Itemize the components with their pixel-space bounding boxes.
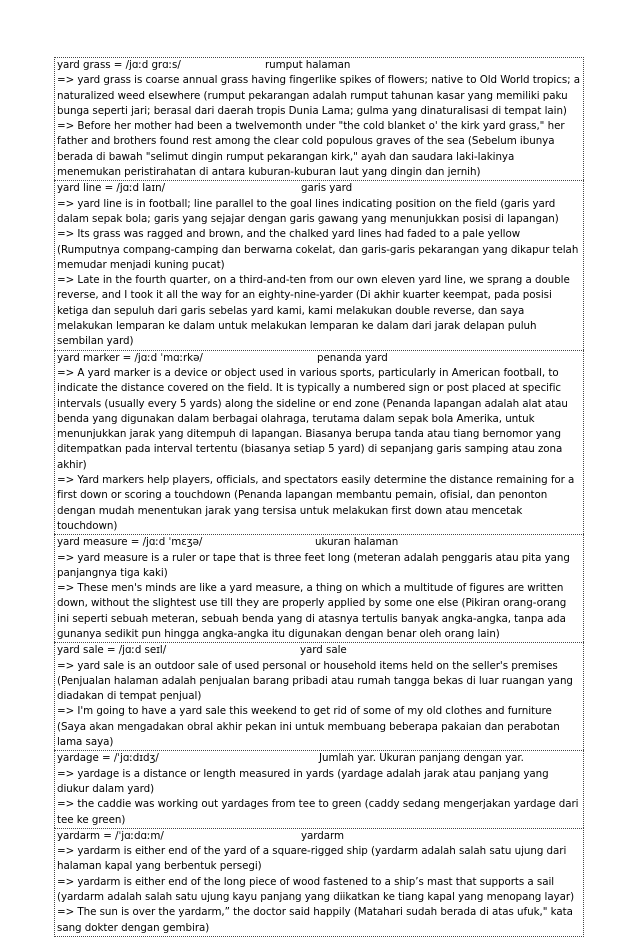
entry-example: => The sun is over the yardarm,” the doctor said happily (Matahari sudah berada di atas ufuk," kata sang dokter dengan gembira) xyxy=(57,906,573,934)
dictionary-entry xyxy=(54,180,584,349)
dictionary-entry xyxy=(54,750,584,827)
dictionary-entry xyxy=(54,642,584,750)
dictionary-entry xyxy=(54,350,584,535)
entry-example: => Yard markers help players, officials, and spectators easily determine the distance remaining for a first down or scoring a touchdown (Penanda lapangan membantu pemain, ofisial, dan penonton dengan mudah menentukan jarak yang tersisa untuk melakukan first down atau mencetak touchdown) xyxy=(57,474,575,532)
entry-example: => A yard marker is a device or object used in various sports, particularly in American football, to indicate the distance covered on the field. It is typically a numbered sign or post placed at specific intervals (usually every 5 yards) along the sideline or end zone (Penanda lapangan adalah alat atau benda yang digunakan dalam berbagai olahraga, terutama dalam sepak bola Amerika, untuk menunjukkan jarak yang ditempuh di lapangan. Biasanya berupa tanda atau tiang bernomor yang ditempatkan pada interval tertentu (biasanya setiap 5 yard) di sepanjang garis samping atau zona akhir) xyxy=(57,366,568,471)
entry-translation: penanda yard xyxy=(317,351,388,364)
entry-translation: Jumlah yar. Ukuran panjang dengan yar. xyxy=(319,752,524,765)
entry-example: => I'm going to have a yard sale this weekend to get rid of some of my old clothes and furniture (Saya akan mengadakan obral akhir pekan ini untuk membuang beberapa pakaian dan perabotan lama saya) xyxy=(57,705,560,749)
entry-term: yard grass = /jɑːd grɑːs/ xyxy=(57,59,181,71)
entry-term: yard line = /jɑːd laɪn/ xyxy=(57,182,166,195)
entry-heading xyxy=(57,58,581,73)
entry-example: => These men's minds are like a yard measure, a thing on which a multitude of figures are written down, without the slightest use till they are properly applied by some one else (Pikiran orang-orang ini seperti sebuah meteran, sebuah benda yang di atasnya tertulis banyak angka-angka, tanpa ada gunanya sedikit pun hingga angka-angka itu digunakan dengan benar oleh orang lain) xyxy=(57,582,567,640)
entry-term: yard sale = /jɑːd seɪl/ xyxy=(57,644,167,657)
entry-example: => Its grass was ragged and brown, and the chalked yard lines had faded to a pale yellow (Rumputnya compang-camping dan berwarna cokelat, dan garis-garis pekarangan yang dikapur telah memudar menjadi kuning pucat) xyxy=(57,228,579,271)
entry-translation: ukuran halaman xyxy=(315,536,399,549)
entry-example: => yard grass is coarse annual grass having fingerlike spikes of flowers; native to Old World tropics; a naturalized weed elsewhere (rumput pekarangan adalah rumput tahunan kasar yang memiliki paku bunga seperti jari; berasal dari daerah tropis Dunia Lama; gulma yang dinaturalisasi di tempat lain) xyxy=(57,74,581,117)
entry-translation: rumput halaman xyxy=(265,59,351,71)
entry-heading xyxy=(57,643,581,658)
entry-translation: yard sale xyxy=(300,644,347,657)
entry-example: => the caddie was working out yardages from tee to green (caddy sedang mengerjakan yardage dari tee ke green) xyxy=(57,798,579,826)
dictionary-entry xyxy=(54,57,584,180)
entry-example: => Before her mother had been a twelvemonth under "the cold blanket o' the kirk yard grass," her father and brothers found rest among the clear cold populous graves of the sea (Sebelum ibunya berada di bawah "selimut dingin rumput pekarangan kirk," ayah dan saudara laki-lakinya menemukan peristirahatan di antara kuburan-kuburan laut yang dingin dan jernih) xyxy=(57,120,565,179)
entry-example: => yard measure is a ruler or tape that is three feet long (meteran adalah penggaris atau pita yang panjangnya tiga kaki) xyxy=(57,551,570,579)
entry-heading xyxy=(57,829,581,844)
entry-term: yardage = /ˈjɑːdɪdʒ/ xyxy=(57,752,159,765)
entry-translation: garis yard xyxy=(301,182,353,195)
entry-heading xyxy=(57,535,581,550)
entry-heading xyxy=(57,181,581,196)
entry-example: => yardarm is either end of the long piece of wood fastened to a ship’s mast that supports a sail (yardarm adalah salah satu ujung kayu panjang yang diikatkan ke tiang kapal yang menopang layar) xyxy=(57,875,575,904)
dictionary-document xyxy=(54,57,584,937)
dictionary-entry xyxy=(54,828,584,937)
entry-example: => yardarm is either end of the yard of a square-rigged ship (yardarm adalah salah satu ujung dari halaman kapal yang berbentuk persegi) xyxy=(57,845,567,873)
entry-example: => yard line is in football; line parallel to the goal lines indicating position on the field (garis yard dalam sepak bola; garis yang sejajar dengan garis gawang yang menunjukkan posisi di lapangan) xyxy=(57,197,559,225)
entry-term: yard marker = /jɑːd ˈmɑːrkə/ xyxy=(57,351,203,364)
entry-translation: yardarm xyxy=(301,829,345,842)
entry-example: => Late in the fourth quarter, on a third-and-ten from our own eleven yard line, we sprang a double reverse, and I took it all the way for an eighty-nine-yarder (Di akhir kuarter keempat, pada posisi ketiga dan sepuluh dari garis sebelas yard kami, kami melakukan double reverse, dan saya melakukan lemparan ke dalam untuk melakukan lemparan ke dalam dari jarak delapan puluh sembilan yard) xyxy=(57,274,570,348)
dictionary-entry xyxy=(54,534,584,642)
entry-term: yard measure = /jɑːd ˈmɛʒə/ xyxy=(57,536,203,549)
entry-term: yardarm = /ˈjɑːdɑːm/ xyxy=(57,829,164,842)
entry-example: => yardage is a distance or length measured in yards (yardage adalah jarak atau panjang yang diukur dalam yard) xyxy=(57,767,549,795)
entry-heading xyxy=(57,751,581,766)
entry-example: => yard sale is an outdoor sale of used personal or household items held on the seller's premises (Penjualan halaman adalah penjualan barang pribadi atau rumah tangga bekas di luar ruangan yang diadakan di tempat penjual) xyxy=(57,659,573,703)
entry-heading xyxy=(57,351,581,366)
